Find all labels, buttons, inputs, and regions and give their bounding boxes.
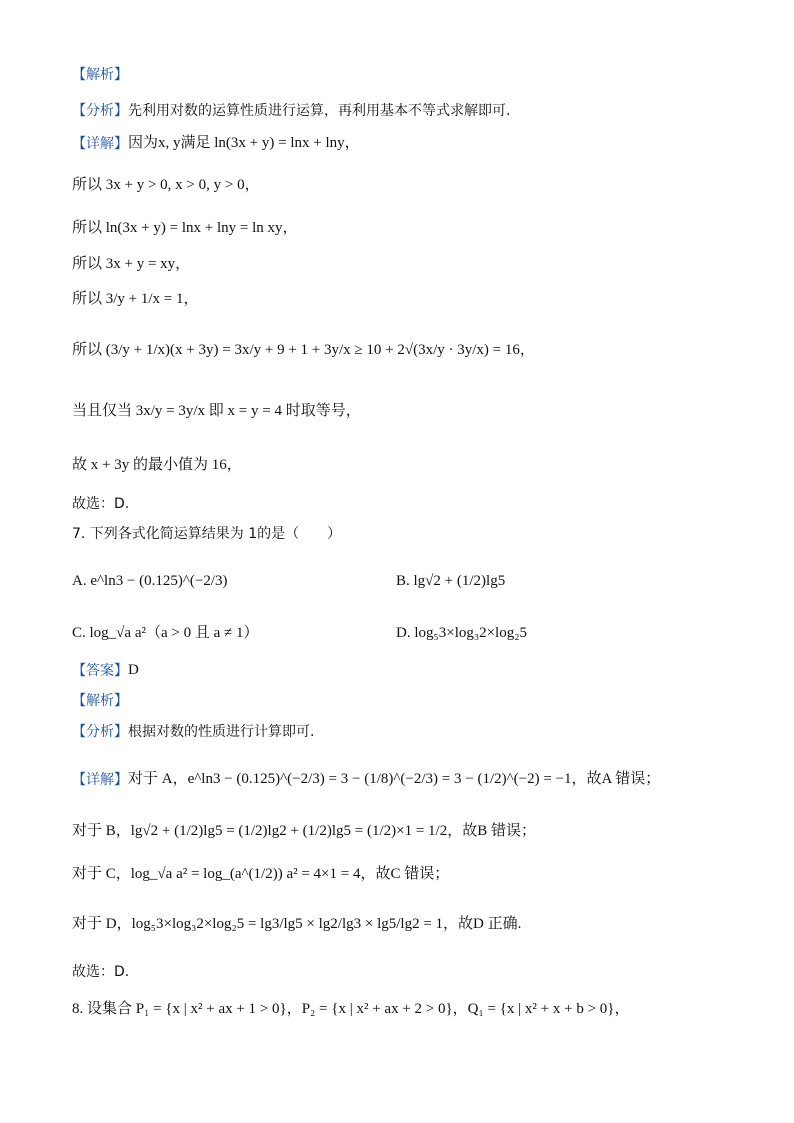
solution-heading [72,66,754,84]
answer-line: 故选：D. [72,496,130,512]
analysis-line: 【分析】 根据对数的性质进行计算即可. [72,724,315,740]
question-7: 7. 下列各式化简运算结果为 1的是（ ） [72,526,342,542]
solution-heading: 【解析】 [72,693,128,709]
math-line: 故 x + 3y 的最小值为 16， [72,457,242,473]
detail-line: 【详解】 对于 A，e^ln3 − (0.125)^(−2/3) = 3 − (1/8)^(−2/3) = 3 − (1/2)^(−2) = −1，故A 错误； [72,771,661,788]
options-row-cd [72,624,754,644]
answer-line: 故选：D. [72,964,130,980]
section-tag: 【解析】 [72,67,128,83]
options-row-ab [72,572,754,592]
detail-line: 【详解】 因为x, y满足 ln(3x + y) = lnx + lny， [72,135,360,152]
math-line: 所以 3/y + 1/x = 1， [72,291,199,307]
analysis-line: 【分析】 先利用对数的运算性质进行运算，再利用基本不等式求解即可. [72,103,511,119]
answer-tag-line: 【答案】 D [72,662,139,679]
math-line: 所以 3x + y = xy， [72,256,191,272]
option-a: A. e^ln3 − (0.125)^(−2/3) [72,573,228,589]
question-8: 8. 设集合 P₁ = {x | x² + ax + 1 > 0}，P₂ = {x | x² + ax + 2 > 0}，Q₁ = {x | x² + x + b > 0}， [72,1001,630,1017]
math-line: 所以 3x + y > 0, x > 0, y > 0， [72,177,260,193]
option-d: D. log₅3×log₃2×log₂5 [396,625,527,641]
math-line: 对于 C，log_√a a² = log_(a^(1/2)) a² = 4×1 = 4，故C 错误； [72,866,450,882]
option-b: B. lg√2 + (1/2)lg5 [396,573,506,589]
math-line: 对于 D，log₅3×log₃2×log₂5 = lg3/lg5 × lg2/lg3 × lg5/lg2 = 1，故D 正确. [72,916,522,932]
option-c: C. log_√a a²（a > 0 且 a ≠ 1） [72,625,259,641]
math-line: 当且仅当 3x/y = 3y/x 即 x = y = 4 时取等号， [72,403,361,419]
math-line: 所以 (3/y + 1/x)(x + 3y) = 3x/y + 9 + 1 + 3y/x ≥ 10 + 2√(3x/y · 3y/x) = 16， [72,342,535,358]
math-line: 所以 ln(3x + y) = lnx + lny = ln xy， [72,220,298,236]
math-line: 对于 B，lg√2 + (1/2)lg5 = (1/2)lg2 + (1/2)lg5 = (1/2)×1 = 1/2，故B 错误； [72,823,536,839]
